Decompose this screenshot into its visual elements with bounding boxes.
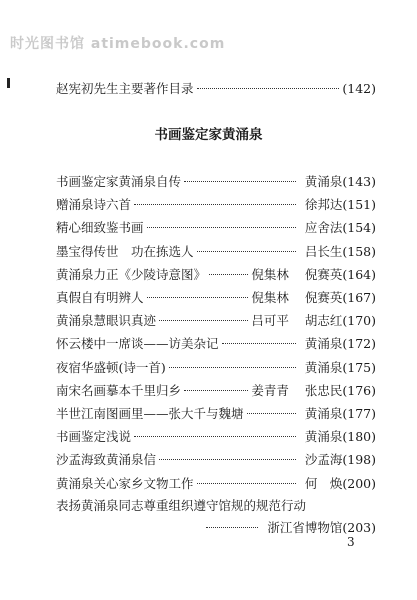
toc-page: (167) — [342, 290, 376, 305]
toc-title: 沙孟海致黄涌泉信 — [56, 452, 157, 468]
leader-dots — [247, 413, 296, 414]
toc-author: 沙孟海 — [304, 452, 343, 468]
toc-entry — [56, 173, 376, 191]
toc-author: 吕长生 — [304, 243, 343, 259]
toc-title: 墨宝得传世 功在拣选人 — [56, 243, 194, 259]
toc-page: (203) — [342, 520, 376, 535]
leader-dots — [184, 181, 296, 182]
toc-entry — [56, 219, 376, 237]
toc-author: 倪集林 — [251, 266, 289, 282]
toc-title: 表扬黄涌泉同志尊重组织遵守馆规的规范行动 — [56, 498, 307, 513]
toc-title: 精心细致鉴书画 — [56, 220, 144, 236]
toc-entry — [56, 196, 376, 214]
leader-dots — [147, 227, 296, 228]
margin-mark — [7, 78, 10, 88]
toc-title: 怀云楼中一席谈——访美杂记 — [56, 336, 219, 352]
toc-author: 黄涌泉 — [304, 336, 343, 352]
toc-page: (143) — [342, 174, 376, 189]
toc-entry — [56, 289, 376, 307]
toc-title: 半世江南图画里——张大千与魏塘 — [56, 406, 244, 421]
toc-title: 黄涌泉力正《少陵诗意图》 — [56, 266, 207, 282]
toc-title: 赠涌泉诗六首 — [56, 197, 132, 213]
section-title: 书画鉴定家黄涌泉 — [154, 127, 263, 143]
leader-dots — [222, 343, 296, 344]
toc-page: (172) — [342, 336, 376, 352]
leader-dots — [197, 88, 340, 89]
toc-entry — [56, 312, 376, 330]
toc-page: (175) — [342, 359, 376, 375]
watermark: 时光图书馆 atimebook.com — [10, 36, 226, 52]
toc-page: (180) — [342, 429, 376, 445]
toc-entry — [56, 359, 376, 377]
toc-page: (176) — [342, 382, 376, 398]
toc-page: (142) — [342, 81, 376, 96]
toc-title: 南宋名画摹本千里归乡 — [56, 382, 182, 398]
toc-author: 吕可平 — [251, 313, 289, 329]
toc-author: 浙江省博物馆 — [267, 520, 343, 535]
leader-dots — [197, 483, 296, 484]
toc-title: 黄涌泉关心家乡文物工作 — [56, 475, 194, 491]
toc-author: 张忠民 — [304, 382, 343, 398]
toc-author: 倪集林 — [251, 290, 289, 305]
leader-dots — [197, 251, 296, 252]
leader-dots — [134, 204, 296, 205]
leader-dots — [147, 297, 249, 298]
leader-dots — [159, 459, 296, 460]
toc-author: 何 焕 — [304, 475, 343, 491]
leader-dots — [169, 367, 296, 368]
toc-title: 夜宿华盛顿(诗一首) — [56, 359, 166, 375]
toc-entry — [56, 405, 376, 423]
toc-page: (151) — [342, 197, 376, 213]
toc-page: (164) — [342, 266, 376, 282]
toc-title: 书画鉴定浅说 — [56, 429, 132, 445]
toc-page: (200) — [342, 475, 376, 491]
toc-entry — [56, 266, 376, 284]
toc-author: 倪赛英 — [304, 266, 343, 282]
toc-entry — [56, 335, 376, 353]
leader-dots — [206, 527, 258, 528]
toc-page: (170) — [342, 313, 376, 329]
toc-title: 赵宪初先生主要著作目录 — [56, 81, 194, 96]
toc-author: 倪赛英 — [304, 290, 343, 305]
toc-author: 黄涌泉 — [304, 406, 343, 421]
toc-entry-top — [56, 80, 376, 98]
toc-entry — [56, 382, 376, 400]
toc-page: (154) — [342, 220, 376, 236]
toc-title: 黄涌泉慧眼识真迹 — [56, 313, 157, 329]
toc-author: 应舍法 — [304, 220, 343, 236]
toc-entry-last — [56, 497, 376, 515]
toc-entry-last-line2 — [56, 519, 376, 537]
toc-page: (198) — [342, 452, 376, 468]
toc-author: 姜青青 — [251, 382, 289, 398]
leader-dots — [184, 390, 248, 391]
leader-dots — [134, 436, 296, 437]
toc-author: 徐邦达 — [304, 197, 343, 213]
page-number: 3 — [347, 535, 355, 549]
toc-entry — [56, 451, 376, 469]
leader-dots — [209, 274, 248, 275]
toc-author: 黄涌泉 — [304, 429, 343, 445]
leader-dots — [159, 320, 248, 321]
toc-author: 黄涌泉 — [304, 174, 343, 189]
toc-entry — [56, 475, 376, 493]
toc-title: 真假自有明辨人 — [56, 290, 144, 305]
toc-author: 胡志红 — [304, 313, 343, 329]
toc-author: 黄涌泉 — [304, 359, 343, 375]
toc-entry — [56, 428, 376, 446]
toc-page: (158) — [342, 243, 376, 259]
toc-page: (177) — [342, 406, 376, 421]
toc-entry — [56, 243, 376, 261]
toc-title: 书画鉴定家黄涌泉自传 — [56, 174, 182, 189]
